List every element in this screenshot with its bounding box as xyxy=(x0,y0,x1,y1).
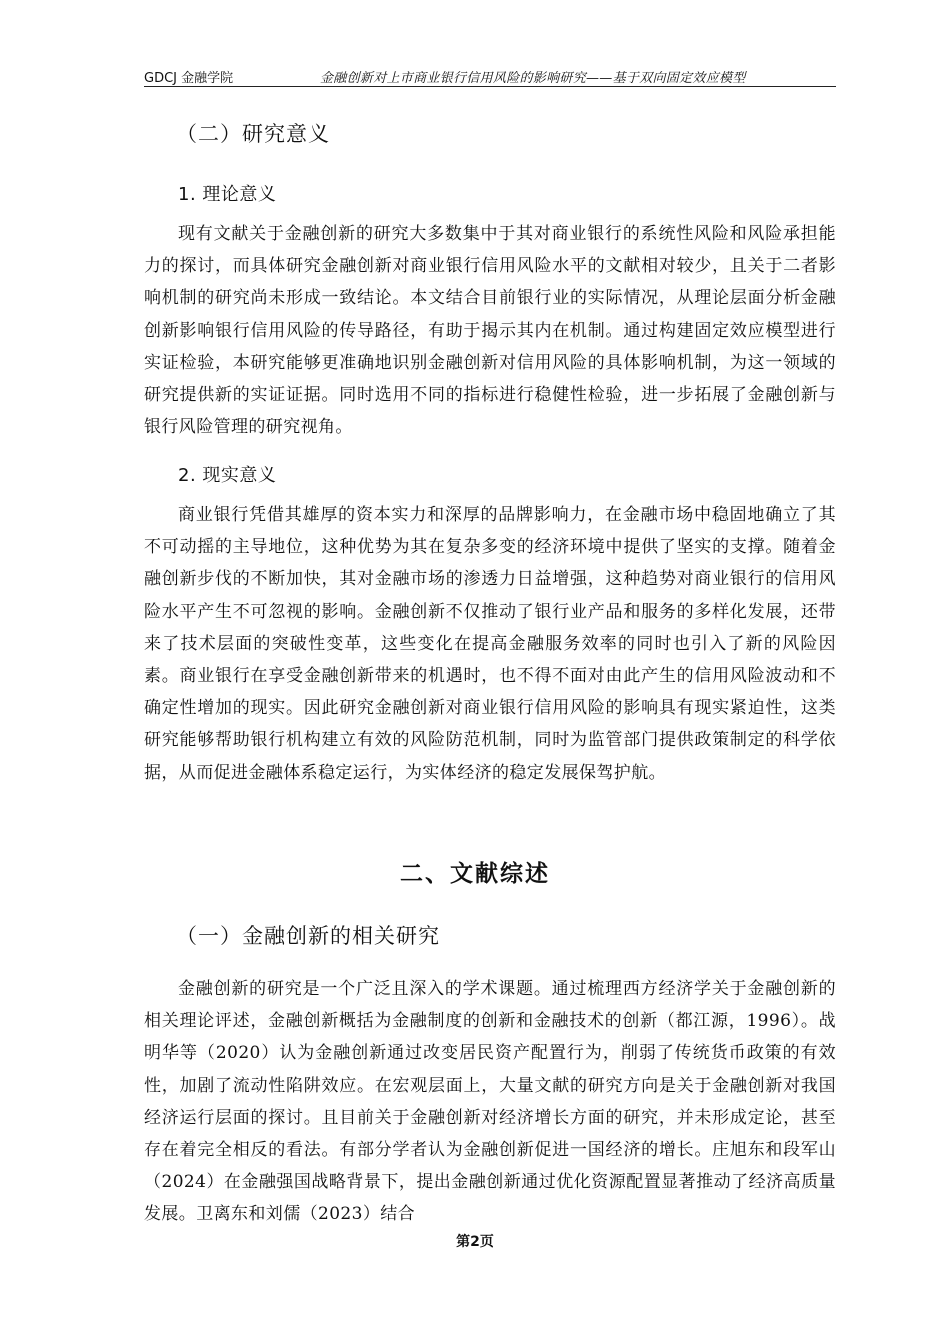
chapter-heading-literature-review: 二、文献综述 xyxy=(400,861,550,887)
paragraph-theory: 现有文献关于金融创新的研究大多数集中于其对商业银行的系统性风险和风险承担能力的探讨，而具体研究金融创新对商业银行信用风险水平的文献相对较少，且关于二者影响机制的研究尚未形成一致结论。本文结合目前银行业的实际情况，从理论层面分析金融创新影响银行信用风险的传导路径，有助于揭示其内在机制。通过构建固定效应模型进行实证检验，本研究能够更准确地识别金融创新对信用风险的具体影响机制，为这一领域的研究提供新的实证证据。同时选用不同的指标进行稳健性检验，进一步拓展了金融创新与银行风险管理的研究视角。 xyxy=(144,224,836,438)
running-header xyxy=(144,66,836,87)
subheading-practice: 2. 现实意义 xyxy=(178,465,277,486)
section-heading-significance: （二）研究意义 xyxy=(176,122,330,146)
paragraph-practice: 商业银行凭借其雄厚的资本实力和深厚的品牌影响力，在金融市场中稳固地确立了其不可动摇的主导地位，这种优势为其在复杂多变的经济环境中提供了坚实的支撑。随着金融创新步伐的不断加快，其对金融市场的渗透力日益增强，这种趋势对商业银行的信用风险水平产生不可忽视的影响。金融创新不仅推动了银行业产品和服务的多样化发展，还带来了技术层面的突破性变革，这些变化在提高金融服务效率的同时也引入了新的风险因素。商业银行在享受金融创新带来的机遇时，也不得不面对由此产生的信用风险波动和不确定性增加的现实。因此研究金融创新对商业银行信用风险的影响具有现实紧迫性，这类研究能够帮助银行机构建立有效的风险防范机制，同时为监管部门提供政策制定的科学依据，从而促进金融体系稳定运行，为实体经济的稳定发展保驾护航。 xyxy=(144,505,836,783)
header-school: GDCJ 金融学院 xyxy=(144,71,234,86)
paragraph-review: 金融创新的研究是一个广泛且深入的学术课题。通过梳理西方经济学关于金融创新的相关理论评述，金融创新概括为金融制度的创新和金融技术的创新（都江源，1996）。战明华等（2020）认为金融创新通过改变居民资产配置行为，削弱了传统货币政策的有效性，加剧了流动性陷阱效应。在宏观层面上，大量文献的研究方向是关于金融创新对我国经济运行层面的探讨。且目前关于金融创新对经济增长方面的研究，并未形成定论，甚至存在着完全相反的看法。有部分学者认为金融创新促进一国经济的增长。庄旭东和段军山（2024）在金融强国战略背景下，提出金融创新通过优化资源配置显著推动了经济高质量发展。卫离东和刘儒（2023）结合 xyxy=(144,979,836,1225)
page-number: 第2页 xyxy=(456,1234,494,1250)
section-heading-fin-innovation: （一）金融创新的相关研究 xyxy=(176,924,440,948)
header-running-title: 金融创新对上市商业银行信用风险的影响研究——基于双向固定效应模型 xyxy=(320,71,746,86)
subheading-theory: 1. 理论意义 xyxy=(178,184,277,205)
